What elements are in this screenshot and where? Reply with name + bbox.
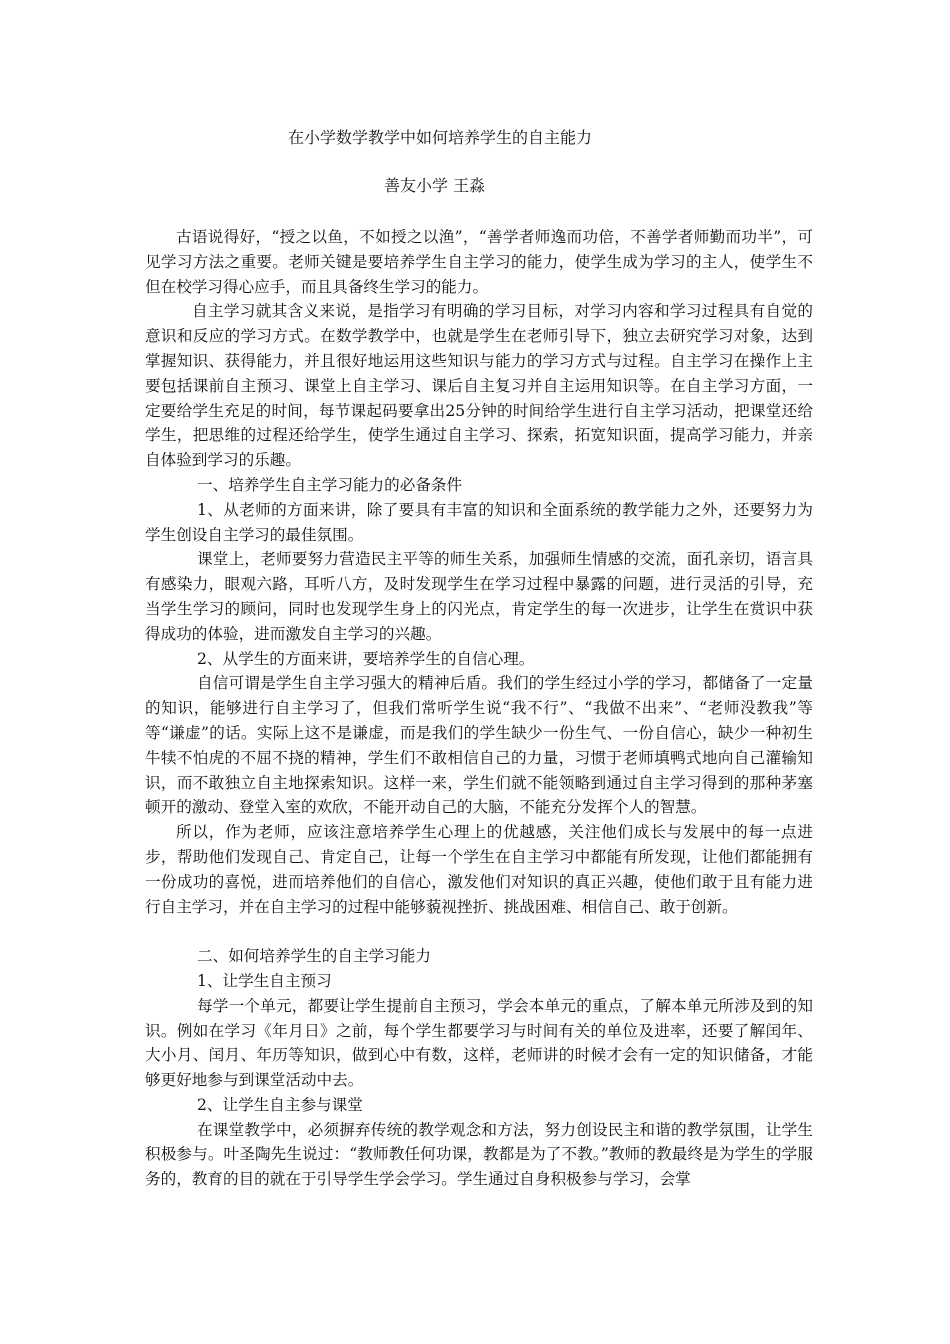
paragraph-preview: 每学一个单元，都要让学生提前自主预习，学会本单元的重点，了解本单元所涉及到的知识。例如在学习《年月日》之前，每个学生都要学习与时间有关的单位及进率，还要了解闰年、大小月、闰月、年历等知识，做到心中有数，这样，老师讲的时候才会有一定的知识储备，才能够更好地参与到课堂活动中去。 <box>145 996 813 1090</box>
paragraph-conclusion: 所以，作为老师，应该注意培养学生心理上的优越感，关注他们成长与发展中的每一点进步，帮助他们发现自己、肯定自己，让每一个学生在自主学习中都能有所发现，让他们都能拥有一份成功的喜悦，进而培养他们的自信心，激发他们对知识的真正兴趣，使他们敢于且有能力进行自主学习，并在自主学习的过程中能够藐视挫折、挑战困难、相信自己、敢于创新。 <box>145 823 813 916</box>
subheading-preview: 1、让学生自主预习 <box>197 971 332 990</box>
blank-line <box>145 919 813 944</box>
paragraph-student-aspect: 2、从学生的方面来讲，要培养学生的自信心理。 <box>197 649 535 668</box>
section-heading-1: 一、培养学生自主学习能力的必备条件 <box>197 475 463 494</box>
document-title: 在小学数学教学中如何培养学生的自主能力 <box>288 128 593 147</box>
paragraph-participate: 在课堂教学中，必须摒弃传统的教学观念和方法，努力创设民主和谐的教学氛围，让学生积极参与。叶圣陶先生说过：“教师教任何功课，教都是为了不教。”教师的教最终是为学生的学服务的，教育的目的就在于引导学生学会学习。学生通过自身积极参与学习，会掌 <box>145 1120 813 1189</box>
paragraph-intro: 古语说得好，“授之以鱼，不如授之以渔”，“善学者师逸而功倍，不善学者师勤而功半”，可见学习方法之重要。老师关键是要培养学生自主学习的能力，使学生成为学习的主人，使学生不但在校学习得心应手，而且具备终生学习的能力。 <box>145 228 813 296</box>
paragraph-confidence: 自信可谓是学生自主学习强大的精神后盾。我们的学生经过小学的学习，都储备了一定量的知识，能够进行自主学习了，但我们常听学生说“我不行”、“我做不出来”、“老师没教我”等等“谦虚”的话。实际上这不是谦虚，而是我们的学生缺少一份生气、一份自信心，缺少一种初生牛犊不怕虎的不屈不挠的精神，学生们不敢相信自己的力量，习惯于老师填鸭式地向自己灌输知识，而不敢独立自主地探索知识。这样一来，学生们就不能领略到通过自主学习得到的那种茅塞顿开的激动、登堂入室的欢欣，不能开动自己的大脑，不能充分发挥个人的智慧。 <box>145 674 813 817</box>
paragraph-teacher-aspect: 1、从老师的方面来讲，除了要具有丰富的知识和全面系统的教学能力之外，还要努力为学生创设自主学习的最佳氛围。 <box>145 500 813 544</box>
subheading-participate: 2、让学生自主参与课堂 <box>197 1095 363 1114</box>
paragraph-classroom: 课堂上，老师要努力营造民主平等的师生关系，加强师生情感的交流，面孔亲切，语言具有感染力，眼观六路，耳听八方，及时发现学生在学习过程中暴露的问题，进行灵活的引导，充当学生学习的顾问，同时也发现学生身上的闪光点，肯定学生的每一次进步，让学生在赏识中获得成功的体验，进而激发自主学习的兴趣。 <box>145 550 813 643</box>
paragraph-definition: 自主学习就其含义来说，是指学习有明确的学习目标，对学习内容和学习过程具有自觉的意识和反应的学习方式。在数学教学中，也就是学生在老师引导下，独立去研究学习对象，达到掌握知识、获得能力，并且很好地运用这些知识与能力的学习方式与过程。自主学习在操作上主要包括课前自主预习、课堂上自主学习、课后自主复习并自主运用知识等。在自主学习方面，一定要给学生充足的时间，每节课起码要拿出25分钟的时间给学生进行自主学习活动，把课堂还给学生，把思维的过程还给学生，使学生通过自主学习、探索，拓宽知识面，提高学习能力，并亲自体验到学习的乐趣。 <box>145 302 813 470</box>
document-body <box>145 225 813 1192</box>
document-author: 善友小学 王淼 <box>384 176 486 195</box>
section-heading-2: 二、如何培养学生的自主学习能力 <box>197 947 431 966</box>
